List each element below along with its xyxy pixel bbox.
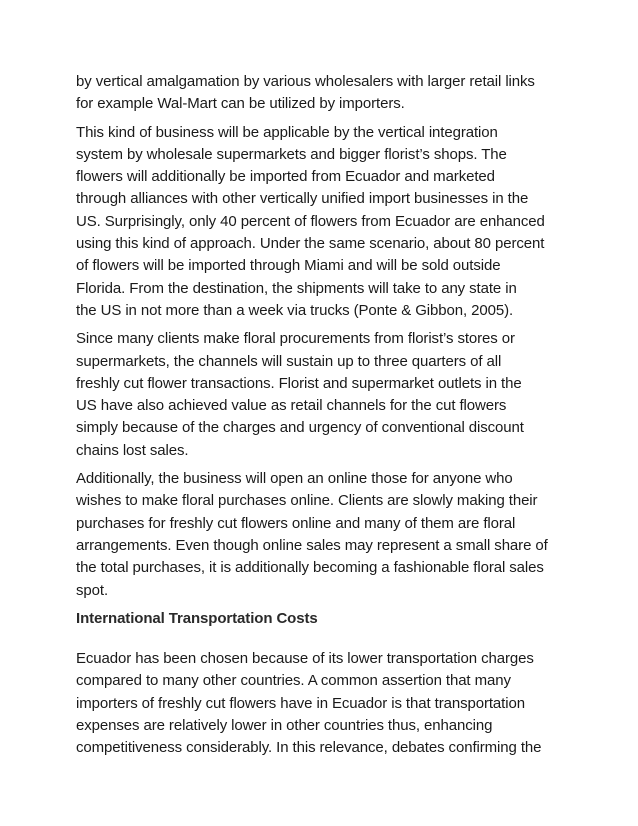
paragraph-transportation: Ecuador has been chosen because of its lower transportation charges compared to many other countries. A common assertion that many importers of freshly cut flowers have in Ecuador is that transportation expenses are relatively lower in other countries thus, enhancing competitiveness considerably. In this relevance, debates confirming the — [76, 650, 542, 757]
section-heading: International Transportation Costs — [76, 609, 318, 627]
document-page — [76, 71, 566, 766]
paragraph-vertical-amalgamation: by vertical amalgamation by various wholesalers with larger retail links for example Wal-Mart can be utilized by importers. — [76, 73, 535, 113]
paragraph-vertical-integration: This kind of business will be applicable by the vertical integration system by wholesale supermarkets and bigger florist’s shops. The flowers will additionally be imported from Ecuador and marketed through alliances with other vertically unified import businesses in the US. Surprisingly, only 40 percent of flowers from Ecuador are enhanced using this kind of approach. Under the same scenario, about 80 percent of flowers will be imported through Miami and will be sold outside Florida. From the destination, the shipments will take to any state in the US in not more than a week via trucks (Ponte & Gibbon, 2005). — [76, 123, 545, 319]
paragraph-online-sales: Additionally, the business will open an online those for anyone who wishes to make floral purchases online. Clients are slowly making their purchases for freshly cut flowers online and many of them are floral arrangements. Even though online sales may represent a small share of the total purchases, it is additionally becoming a fashionable floral sales spot. — [76, 470, 548, 599]
paragraph-retail-channels: Since many clients make floral procurements from florist’s stores or supermarkets, the channels will sustain up to three quarters of all freshly cut flower transactions. Florist and supermarket outlets in the US have also achieved value as retail channels for the cut flowers simply because of the charges and urgency of conventional discount chains lost sales. — [76, 330, 524, 459]
